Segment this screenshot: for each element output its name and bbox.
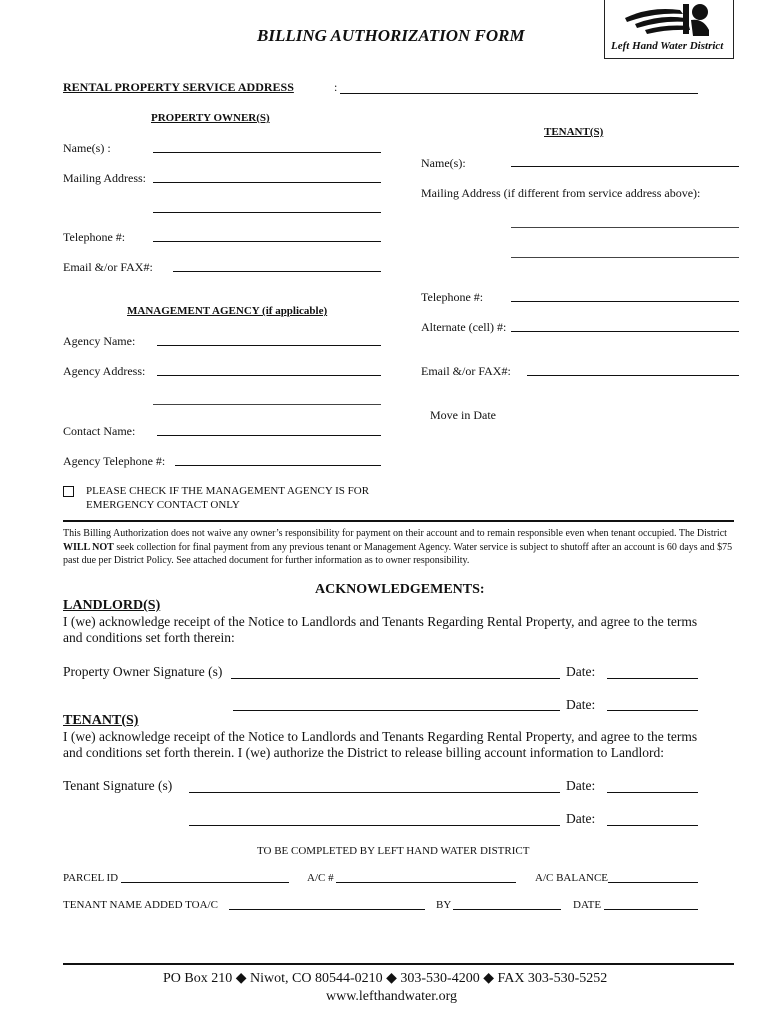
landlord-heading: LANDLORD(S) xyxy=(63,598,161,613)
district-date-field[interactable] xyxy=(604,909,698,910)
parcel-id-label: PARCEL ID xyxy=(63,872,119,884)
agency-address-field-1[interactable] xyxy=(157,375,381,376)
acknowledgements-heading: ACKNOWLEDGEMENTS: xyxy=(315,582,485,597)
landlord-ack-line-2: and conditions set forth therein: xyxy=(63,630,235,645)
owner-date-field-2[interactable] xyxy=(607,710,698,711)
tenant-ack-line-1: I (we) acknowledge receipt of the Notice to Landlords and Tenants Regarding Rental Property, and agree to the terms xyxy=(63,729,698,744)
tenant-alternate-field[interactable] xyxy=(511,331,739,332)
footer-divider xyxy=(63,963,734,965)
owner-date-field-1[interactable] xyxy=(607,678,698,679)
footer-address: PO Box 210 ◆ Niwot, CO 80544-0210 ◆ 303-530-4200 ◆ FAX 303-530-5252 xyxy=(163,971,608,986)
service-address-label: RENTAL PROPERTY SERVICE ADDRESS xyxy=(63,80,294,94)
agency-name-field[interactable] xyxy=(157,345,381,346)
agency-address-label: Agency Address: xyxy=(63,364,146,378)
service-address-field[interactable] xyxy=(340,93,698,94)
tenant-move-in-label: Move in Date xyxy=(430,408,496,422)
tenant-signature-field-1[interactable] xyxy=(189,792,560,793)
tenant-names-field[interactable] xyxy=(511,166,739,167)
tenant-heading: TENANT(S) xyxy=(544,126,604,138)
account-balance-label: A/C BALANCE xyxy=(535,872,609,884)
owner-signature-field-2[interactable] xyxy=(233,710,560,711)
district-logo xyxy=(604,0,734,59)
agency-name-label: Agency Name: xyxy=(63,334,136,348)
owner-signature-label: Property Owner Signature (s) xyxy=(63,664,223,679)
tenant-date-label-2: Date: xyxy=(566,811,596,826)
parcel-id-field[interactable] xyxy=(121,882,289,883)
tenant-names-label: Name(s): xyxy=(421,156,466,170)
water-drop-logo-icon xyxy=(605,0,733,40)
district-section-heading: TO BE COMPLETED BY LEFT HAND WATER DISTRICT xyxy=(257,845,530,857)
owner-telephone-label: Telephone #: xyxy=(63,230,126,244)
account-balance-field[interactable] xyxy=(608,882,698,883)
owner-names-label: Name(s) : xyxy=(63,141,111,155)
tenant-added-label: TENANT NAME ADDED TOA/C xyxy=(63,899,218,911)
form-title: BILLING AUTHORIZATION FORM xyxy=(257,26,525,45)
tenant-mailing-label: Mailing Address (if different from service address above): xyxy=(421,186,701,200)
tenant-date-field-1[interactable] xyxy=(607,792,698,793)
by-field[interactable] xyxy=(453,909,561,910)
owner-mailing-field-1[interactable] xyxy=(153,182,381,183)
tenant-ack-heading: TENANT(S) xyxy=(63,713,139,728)
footer-website: www.lefthandwater.org xyxy=(326,989,458,1004)
account-number-field[interactable] xyxy=(336,882,516,883)
district-date-label: DATE xyxy=(573,899,602,911)
owner-date-label-1: Date: xyxy=(566,664,596,679)
tenant-alternate-label: Alternate (cell) #: xyxy=(421,320,507,334)
tenant-telephone-label: Telephone #: xyxy=(421,290,484,304)
emergency-contact-checkbox[interactable] xyxy=(63,486,74,497)
tenant-telephone-field[interactable] xyxy=(511,301,739,302)
property-owner-heading: PROPERTY OWNER(S) xyxy=(151,112,270,124)
owner-signature-field-1[interactable] xyxy=(231,678,560,679)
agency-address-field-2[interactable] xyxy=(153,404,381,405)
tenant-ack-line-2: and conditions set forth therein. I (we) authorize the District to release billing account information to Landlord: xyxy=(63,745,664,760)
owner-email-field[interactable] xyxy=(173,271,381,272)
tenant-signature-field-2[interactable] xyxy=(189,825,560,826)
owner-mailing-label: Mailing Address: xyxy=(63,171,146,185)
by-label: BY xyxy=(436,899,452,911)
emergency-contact-text-1: PLEASE CHECK IF THE MANAGEMENT AGENCY IS FOR xyxy=(86,485,370,497)
agency-telephone-field[interactable] xyxy=(175,465,381,466)
agency-contact-label: Contact Name: xyxy=(63,424,136,438)
service-address-colon: : xyxy=(334,80,338,94)
management-agency-heading: MANAGEMENT AGENCY (if applicable) xyxy=(127,305,328,317)
owner-telephone-field[interactable] xyxy=(153,241,381,242)
emergency-contact-text-2: EMERGENCY CONTACT ONLY xyxy=(86,499,240,511)
owner-mailing-field-2[interactable] xyxy=(153,212,381,213)
landlord-ack-line-1: I (we) acknowledge receipt of the Notice to Landlords and Tenants Regarding Rental Property, and agree to the terms xyxy=(63,614,698,629)
tenant-date-field-2[interactable] xyxy=(607,825,698,826)
tenant-email-field[interactable] xyxy=(527,375,739,376)
tenant-date-label-1: Date: xyxy=(566,778,596,793)
tenant-added-field[interactable] xyxy=(229,909,425,910)
tenant-mailing-field-1[interactable] xyxy=(511,227,739,228)
logo-text: Left Hand Water District xyxy=(611,40,724,52)
tenant-mailing-field-2[interactable] xyxy=(511,257,739,258)
account-number-label: A/C # xyxy=(307,872,334,884)
tenant-email-label: Email &/or FAX#: xyxy=(421,364,511,378)
section-divider xyxy=(63,520,734,522)
billing-disclaimer: This Billing Authorization does not waive any owner’s responsibility for payment on their account and to remain responsible even when tenant occupied. The District WILL NOT seek collection for final payment from any previous tenant or Management Agency. Water service is subject to shutoff after an account is 60 days and $75 past due per District Policy. See attached document for further information as to owner responsibility. xyxy=(63,528,733,566)
owner-names-field[interactable] xyxy=(153,152,381,153)
tenant-signature-label: Tenant Signature (s) xyxy=(63,778,173,793)
owner-email-label: Email &/or FAX#: xyxy=(63,260,153,274)
agency-contact-field[interactable] xyxy=(157,435,381,436)
owner-date-label-2: Date: xyxy=(566,697,596,712)
agency-telephone-label: Agency Telephone #: xyxy=(63,454,166,468)
